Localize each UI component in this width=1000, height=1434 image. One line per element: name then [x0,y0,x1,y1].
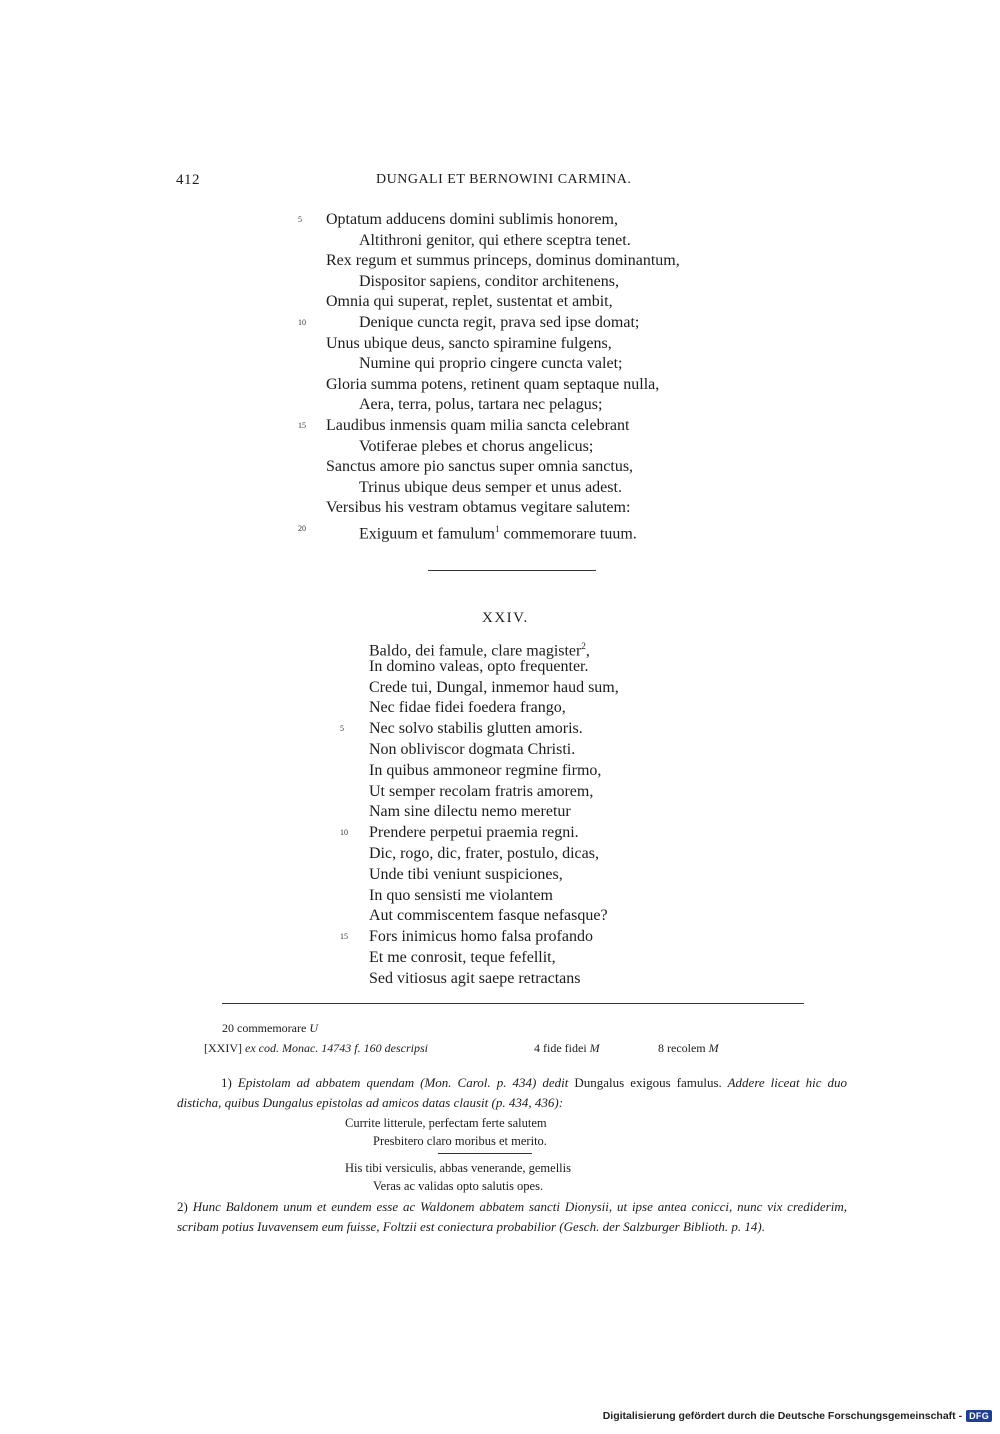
verse-text-after: commemorare tuum. [499,525,637,543]
footnote-1-comment: Addere liceat hic duo disticha, quibus Dungalus epistolas ad amicos datas clausit (p. 434, 436): [177,1075,847,1110]
verse-text: Versibus his vestram obtamus vegitare salutem: [326,499,631,517]
variant-1-line: 4 [534,1041,540,1055]
verse-text: Exiguum et famulum [359,525,495,543]
verse-text: Laudibus inmensis quam milia sancta celebrant [326,417,630,434]
verse-text: Sed vitiosus agit saepe retractans [369,969,581,987]
verse-text: Dispositor sapiens, conditor architenens, [359,272,619,290]
verse-line [359,437,593,458]
verse-text: Crede tui, Dungal, inmemor haud sum, [369,678,619,696]
verse-text: Et me conrosit, teque fefellit, [369,949,556,966]
verse-text: Nam sine dilectu nemo meretur [369,803,571,821]
verse-line [369,823,579,844]
variant-1-text: fide fidei [543,1041,587,1055]
section-separator [428,570,596,571]
verse-text: In quo sensisti me violantem [369,886,553,904]
digitization-notice [603,1410,992,1422]
apparatus-lemma: commemorare [237,1021,307,1035]
verse-line [369,761,601,782]
verse-line [369,636,590,660]
verse-text: Gloria summa potens, retinent quam septaque nulla, [326,375,660,393]
line-number: 10 [298,318,306,327]
line-number: 5 [340,724,344,734]
footnote-2-marker: 2) [177,1199,188,1214]
apparatus-source: ex cod. Monac. 14743 f. 160 descripsi [245,1041,428,1055]
footnote-1-verse-2: Presbitero claro moribus et merito. [373,1134,547,1148]
footnote-2-text: Hunc Baldonem unum et eundem esse ac Waldonem abbatem sancti Dionysii, ut ipse antea conicci, nunc vix crediderim, scribam potius Iuvavensem eum fuisse, Foltzii est coniectura probabilior (Gesch. der Salzburger Biblioth. p. 14). [177,1199,847,1234]
verse-text: Fors inimicus homo falsa profando [369,928,593,946]
verse-line [326,334,612,355]
verse-line [326,416,629,437]
footnote-2 [177,1197,847,1237]
verse-text: Numine qui proprio cingere cuncta valet; [359,355,623,373]
variant-2-siglum: M [708,1041,719,1055]
verse-line [369,802,571,823]
footnote-reference: 2 [581,641,586,651]
verse-text: Dic, rogo, dic, frater, postulo, dicas, [369,845,599,862]
verse-line [326,457,633,478]
apparatus-variant-1 [534,1040,600,1056]
footnote-1-verse-3: His tibi versiculis, abbas venerande, gemellis [345,1161,571,1175]
verse-line [359,395,602,416]
verse-text: Nec solvo stabilis glutten amoris. [369,720,583,738]
apparatus-line-1 [222,1020,318,1036]
verse-line [359,478,622,499]
verse-line [326,251,680,272]
verse-line [369,782,593,803]
verse-line [369,865,563,886]
verse-text: Votiferae plebes et chorus angelicus; [359,437,594,455]
verse-line [359,272,619,293]
verse-text: Optatum adducens domini sublimis honorem, [326,211,618,228]
apparatus-variant-2 [658,1040,719,1056]
footnote-1-marker: 1) [221,1075,232,1090]
verse-line [369,969,581,990]
digitization-text: Digitalisierung gefördert durch die Deutsche Forschungsgemeinschaft - [602,1410,963,1422]
variant-1-siglum: M [589,1041,600,1055]
verse-text: Sanctus amore pio sanctus super omnia sanctus, [326,458,634,476]
verse-text: In quibus ammoneor regmine firmo, [369,761,602,779]
verse-line [369,948,556,969]
running-title: DUNGALI ET BERNOWINI CARMINA. [376,172,632,187]
apparatus-line-2 [204,1040,764,1056]
verse-line [326,210,618,231]
verse-line [369,906,608,927]
verse-line [359,519,637,543]
page-number: 412 [176,172,200,188]
verse-text: Omnia qui superat, replet, sustentat et ambit, [326,293,613,311]
footnote-1 [177,1073,847,1113]
verse-text: Altithroni genitor, qui ethere sceptra tenet. [359,231,631,249]
footnote-reference: 1 [494,524,500,534]
line-number: 5 [298,215,302,224]
verse-text: Rex regum et summus princeps, dominus dominantum, [326,252,680,270]
line-number: 15 [340,932,348,942]
verse-text: Ut semper recolam fratris amorem, [369,782,594,800]
verse-text: Nec fidae fidei foedera frango, [369,699,566,717]
verse-line [369,657,589,678]
verse-line [359,231,631,252]
verse-text: Unus ubique deus, sancto spiramine fulgens, [326,334,612,352]
verse-line [369,719,583,740]
verse-line [359,313,639,334]
footnote-1-verse-1: Currite litterule, perfectam ferte salutem [345,1116,547,1130]
running-head [176,172,646,194]
footnote-1-verb: dedit [536,1075,575,1090]
verse-text: Baldo, dei famule, clare magister [369,642,582,660]
footnote-1-sender: Dungalus exigous famulus. [574,1075,722,1090]
variant-2-line: 8 [658,1041,664,1055]
footnote-1-citation: Epistolam ad abbatem quendam (Mon. Carol. p. 434) [237,1075,537,1090]
line-number: 15 [298,421,306,430]
verse-text: Prendere perpetui praemia regni. [369,824,579,842]
line-number: 20 [298,524,306,533]
verse-line [326,292,613,313]
verse-line [359,354,622,375]
footnote-1-verse-4: Veras ac validas opto salutis opes. [373,1179,544,1193]
verse-text: Denique cuncta regit, prava sed ipse domat; [359,314,640,331]
verse-line [369,886,553,907]
line-number: 10 [340,828,348,838]
dfg-logo: DFG [966,1410,992,1422]
verse-line [369,740,575,761]
verse-line [369,844,599,865]
apparatus-rule [222,1003,804,1004]
verse-line [326,375,659,396]
apparatus-line-number: 20 [222,1021,234,1035]
verse-line [369,698,566,719]
section-heading: XXIV. [482,610,529,626]
apparatus-poem-ref: [XXIV] [204,1041,242,1055]
verse-line [326,498,630,519]
variant-2-text: recolem [667,1041,706,1055]
verse-text: Aera, terra, polus, tartara nec pelagus; [359,396,603,414]
verse-text: Aut commiscentem fasque nefasque? [369,907,608,925]
apparatus-siglum: U [309,1021,318,1035]
verse-text: Non obliviscor dogmata Christi. [369,741,576,758]
verse-text: Trinus ubique deus semper et unus adest. [359,478,622,496]
footnote-distich-separator [438,1153,532,1154]
verse-line [369,678,619,699]
verse-text: In domino valeas, opto frequenter. [369,657,589,675]
verse-text-after: , [585,642,590,660]
verse-line [369,927,593,948]
verse-text: Unde tibi veniunt suspiciones, [369,865,563,883]
